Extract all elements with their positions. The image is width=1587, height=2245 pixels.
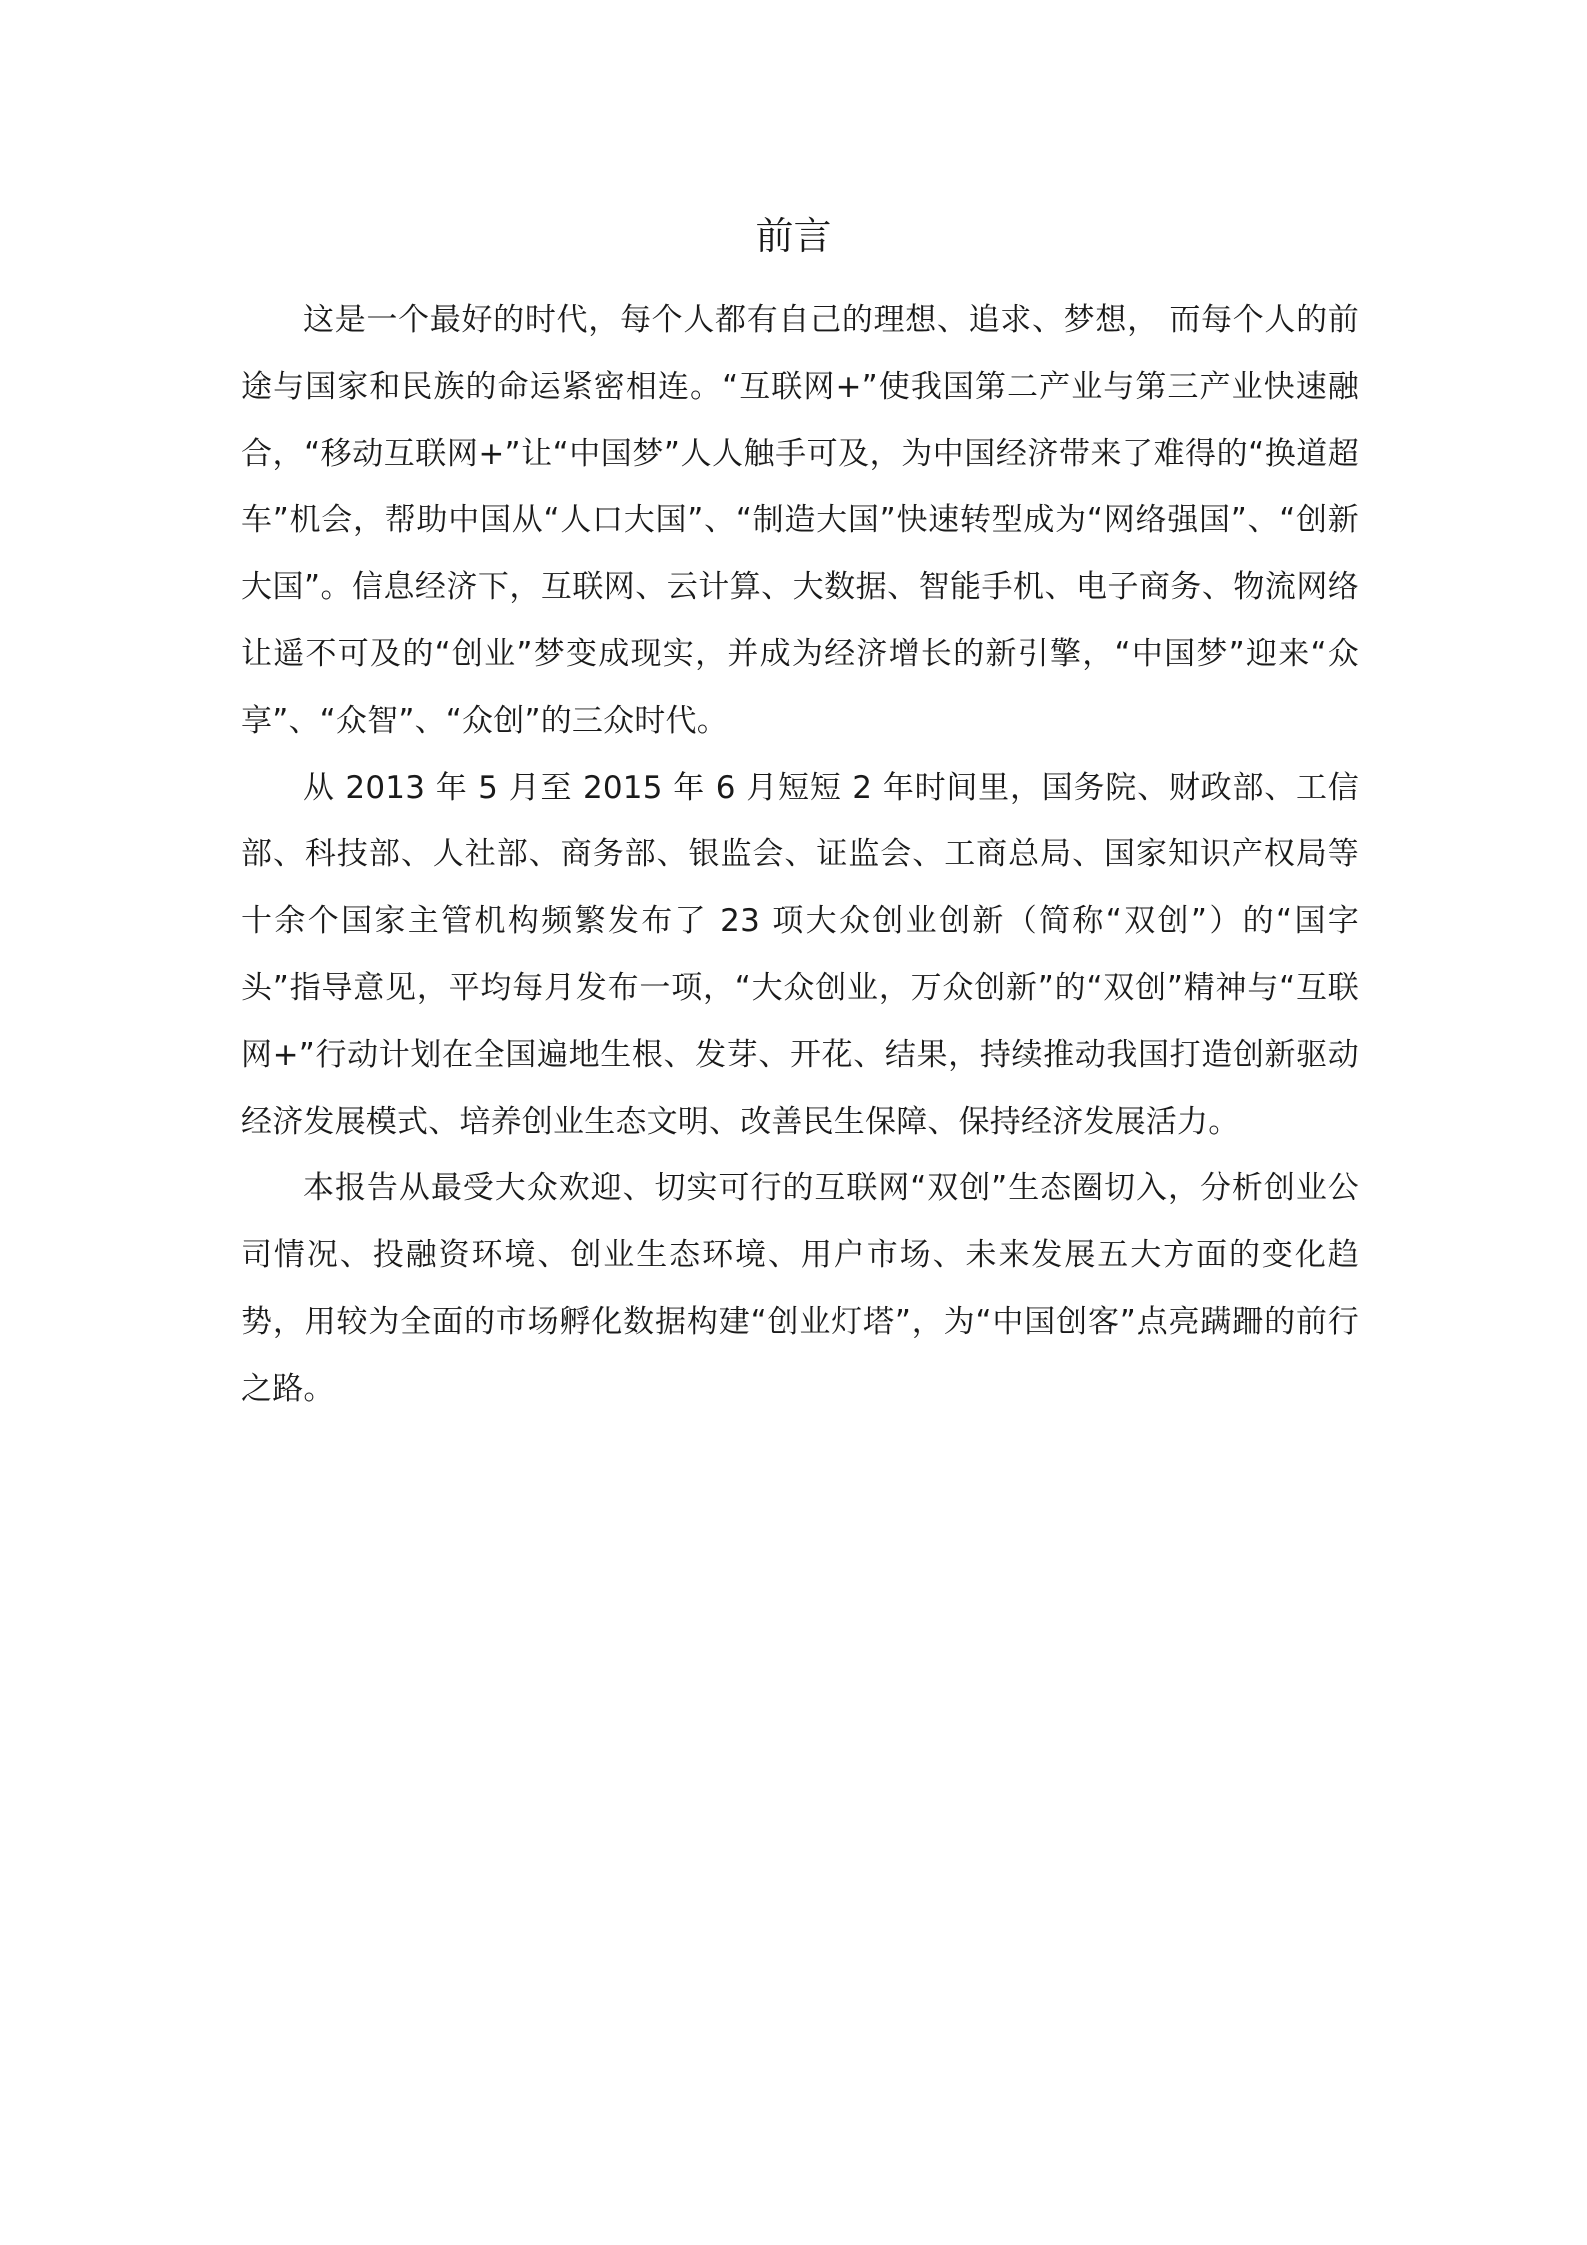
preface-body	[241, 287, 1359, 1423]
paragraph-3: 本报告从最受大众欢迎、切实可行的互联网“双创”生态圈切入，分析创业公司情况、投融资环境、创业生态环境、用户市场、未来发展五大方面的变化趋势，用较为全面的市场孵化数据构建“创业灯塔”，为“中国创客”点亮蹒跚的前行之路。	[241, 1170, 1359, 1407]
page-title: 前言	[755, 214, 832, 258]
paragraph-1: 这是一个最好的时代，每个人都有自己的理想、追求、梦想， 而每个人的前途与国家和民族的命运紧密相连。“互联网+”使我国第二产业与第三产业快速融合，“移动互联网+”让“中国梦”人人触手可及，为中国经济带来了难得的“换道超车”机会，帮助中国从“人口大国”、“制造大国”快速转型成为“网络强国”、“创新大国”。信息经济下，互联网、云计算、大数据、智能手机、电子商务、物流网络让遥不可及的“创业”梦变成现实，并成为经济增长的新引擎，“中国梦”迎来“众享”、“众智”、“众创”的三众时代。	[241, 302, 1359, 739]
paragraph-2: 从 2013 年 5 月至 2015 年 6 月短短 2 年时间里，国务院、财政部、工信部、科技部、人社部、商务部、银监会、证监会、工商总局、国家知识产权局等十余个国家主管机构频繁发布了 23 项大众创业创新（简称“双创”）的“国字头”指导意见，平均每月发布一项，“大众创业，万众创新”的“双创”精神与“互联网+”行动计划在全国遍地生根、发芽、开花、结果，持续推动我国打造创新驱动经济发展模式、培养创业生态文明、改善民生保障、保持经济发展活力。	[241, 769, 1359, 1140]
